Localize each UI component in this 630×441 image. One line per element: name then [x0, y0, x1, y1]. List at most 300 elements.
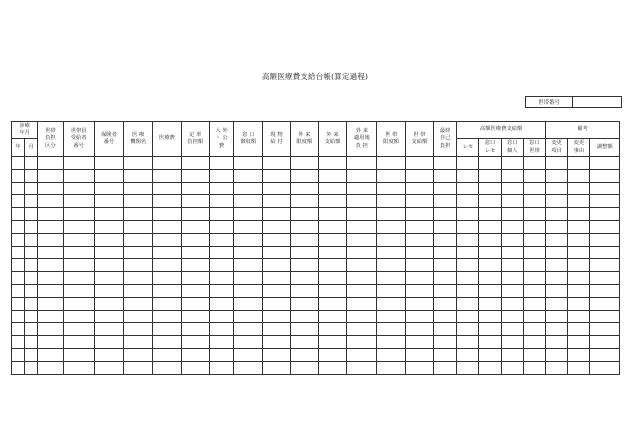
- table-cell[interactable]: [405, 323, 433, 336]
- table-cell[interactable]: [63, 297, 94, 310]
- table-cell[interactable]: [457, 259, 479, 272]
- table-cell[interactable]: [234, 336, 263, 349]
- table-cell[interactable]: [63, 157, 94, 170]
- table-cell[interactable]: [347, 233, 377, 246]
- table-cell[interactable]: [38, 220, 63, 233]
- table-cell[interactable]: [94, 233, 123, 246]
- table-cell[interactable]: [63, 284, 94, 297]
- table-cell[interactable]: [38, 272, 63, 285]
- table-cell[interactable]: [38, 259, 63, 272]
- table-cell[interactable]: [12, 310, 25, 323]
- table-cell[interactable]: [153, 220, 181, 233]
- table-cell[interactable]: [434, 208, 457, 221]
- table-cell[interactable]: [479, 259, 501, 272]
- table-cell[interactable]: [181, 220, 209, 233]
- table-cell[interactable]: [234, 310, 263, 323]
- table-cell[interactable]: [25, 233, 38, 246]
- table-cell[interactable]: [405, 310, 433, 323]
- table-cell[interactable]: [234, 284, 263, 297]
- table-cell[interactable]: [405, 284, 433, 297]
- table-cell[interactable]: [501, 310, 523, 323]
- table-cell[interactable]: [263, 246, 290, 259]
- table-cell[interactable]: [94, 157, 123, 170]
- table-cell[interactable]: [209, 259, 233, 272]
- table-cell[interactable]: [63, 182, 94, 195]
- table-cell[interactable]: [25, 195, 38, 208]
- table-cell[interactable]: [457, 361, 479, 374]
- table-cell[interactable]: [12, 297, 25, 310]
- table-cell[interactable]: [12, 272, 25, 285]
- table-cell[interactable]: [347, 272, 377, 285]
- table-cell[interactable]: [290, 233, 318, 246]
- table-cell[interactable]: [63, 310, 94, 323]
- table-cell[interactable]: [568, 348, 590, 361]
- table-cell[interactable]: [290, 220, 318, 233]
- table-cell[interactable]: [124, 348, 153, 361]
- table-cell[interactable]: [501, 182, 523, 195]
- table-cell[interactable]: [405, 169, 433, 182]
- table-cell[interactable]: [209, 272, 233, 285]
- table-cell[interactable]: [347, 336, 377, 349]
- table-cell[interactable]: [181, 284, 209, 297]
- table-cell[interactable]: [523, 272, 545, 285]
- table-cell[interactable]: [94, 220, 123, 233]
- table-cell[interactable]: [479, 310, 501, 323]
- table-cell[interactable]: [405, 220, 433, 233]
- table-cell[interactable]: [38, 195, 63, 208]
- table-cell[interactable]: [434, 259, 457, 272]
- table-cell[interactable]: [457, 297, 479, 310]
- table-cell[interactable]: [318, 336, 346, 349]
- table-cell[interactable]: [181, 246, 209, 259]
- table-cell[interactable]: [501, 157, 523, 170]
- table-cell[interactable]: [38, 208, 63, 221]
- table-cell[interactable]: [318, 348, 346, 361]
- table-cell[interactable]: [25, 157, 38, 170]
- table-cell[interactable]: [153, 310, 181, 323]
- table-cell[interactable]: [124, 195, 153, 208]
- table-cell[interactable]: [181, 348, 209, 361]
- table-cell[interactable]: [546, 157, 568, 170]
- table-cell[interactable]: [405, 157, 433, 170]
- table-cell[interactable]: [181, 233, 209, 246]
- table-cell[interactable]: [94, 272, 123, 285]
- table-cell[interactable]: [347, 259, 377, 272]
- table-cell[interactable]: [153, 157, 181, 170]
- table-cell[interactable]: [209, 208, 233, 221]
- table-cell[interactable]: [457, 169, 479, 182]
- table-cell[interactable]: [234, 297, 263, 310]
- table-cell[interactable]: [590, 182, 620, 195]
- table-cell[interactable]: [94, 310, 123, 323]
- table-cell[interactable]: [568, 284, 590, 297]
- table-cell[interactable]: [457, 157, 479, 170]
- table-cell[interactable]: [405, 361, 433, 374]
- table-cell[interactable]: [501, 284, 523, 297]
- table-cell[interactable]: [590, 169, 620, 182]
- table-cell[interactable]: [546, 336, 568, 349]
- table-cell[interactable]: [124, 361, 153, 374]
- table-cell[interactable]: [546, 284, 568, 297]
- table-cell[interactable]: [377, 284, 405, 297]
- table-cell[interactable]: [405, 233, 433, 246]
- table-cell[interactable]: [523, 297, 545, 310]
- table-cell[interactable]: [290, 272, 318, 285]
- table-cell[interactable]: [234, 157, 263, 170]
- table-cell[interactable]: [181, 195, 209, 208]
- table-cell[interactable]: [318, 323, 346, 336]
- table-cell[interactable]: [318, 233, 346, 246]
- table-cell[interactable]: [263, 195, 290, 208]
- table-cell[interactable]: [153, 233, 181, 246]
- table-cell[interactable]: [546, 208, 568, 221]
- table-cell[interactable]: [153, 195, 181, 208]
- table-cell[interactable]: [181, 182, 209, 195]
- table-cell[interactable]: [523, 336, 545, 349]
- table-cell[interactable]: [377, 157, 405, 170]
- table-cell[interactable]: [25, 182, 38, 195]
- table-cell[interactable]: [457, 284, 479, 297]
- table-cell[interactable]: [209, 169, 233, 182]
- table-cell[interactable]: [405, 297, 433, 310]
- table-cell[interactable]: [63, 246, 94, 259]
- table-cell[interactable]: [153, 297, 181, 310]
- table-cell[interactable]: [347, 297, 377, 310]
- table-cell[interactable]: [153, 246, 181, 259]
- table-cell[interactable]: [209, 182, 233, 195]
- table-cell[interactable]: [209, 361, 233, 374]
- table-cell[interactable]: [590, 284, 620, 297]
- table-cell[interactable]: [523, 169, 545, 182]
- table-cell[interactable]: [12, 259, 25, 272]
- table-cell[interactable]: [434, 297, 457, 310]
- table-cell[interactable]: [290, 246, 318, 259]
- table-cell[interactable]: [63, 233, 94, 246]
- table-cell[interactable]: [405, 208, 433, 221]
- table-cell[interactable]: [347, 182, 377, 195]
- table-cell[interactable]: [434, 246, 457, 259]
- table-cell[interactable]: [568, 323, 590, 336]
- table-cell[interactable]: [377, 182, 405, 195]
- table-cell[interactable]: [234, 208, 263, 221]
- table-cell[interactable]: [501, 297, 523, 310]
- table-cell[interactable]: [523, 195, 545, 208]
- table-cell[interactable]: [290, 208, 318, 221]
- table-cell[interactable]: [290, 259, 318, 272]
- table-cell[interactable]: [457, 208, 479, 221]
- table-cell[interactable]: [523, 233, 545, 246]
- table-cell[interactable]: [25, 361, 38, 374]
- table-cell[interactable]: [234, 259, 263, 272]
- table-cell[interactable]: [94, 323, 123, 336]
- table-cell[interactable]: [377, 195, 405, 208]
- table-cell[interactable]: [25, 310, 38, 323]
- table-cell[interactable]: [124, 233, 153, 246]
- table-cell[interactable]: [94, 336, 123, 349]
- table-cell[interactable]: [25, 323, 38, 336]
- table-cell[interactable]: [12, 348, 25, 361]
- table-cell[interactable]: [38, 336, 63, 349]
- table-cell[interactable]: [377, 323, 405, 336]
- table-cell[interactable]: [25, 208, 38, 221]
- table-cell[interactable]: [590, 297, 620, 310]
- table-cell[interactable]: [568, 272, 590, 285]
- table-cell[interactable]: [63, 323, 94, 336]
- table-cell[interactable]: [124, 272, 153, 285]
- table-cell[interactable]: [12, 323, 25, 336]
- table-cell[interactable]: [290, 182, 318, 195]
- table-cell[interactable]: [124, 323, 153, 336]
- table-cell[interactable]: [38, 310, 63, 323]
- table-cell[interactable]: [318, 361, 346, 374]
- table-cell[interactable]: [290, 361, 318, 374]
- table-cell[interactable]: [479, 169, 501, 182]
- table-cell[interactable]: [124, 220, 153, 233]
- table-cell[interactable]: [501, 195, 523, 208]
- table-cell[interactable]: [546, 195, 568, 208]
- table-cell[interactable]: [568, 233, 590, 246]
- table-cell[interactable]: [479, 208, 501, 221]
- table-cell[interactable]: [94, 348, 123, 361]
- table-cell[interactable]: [434, 157, 457, 170]
- table-cell[interactable]: [546, 272, 568, 285]
- table-cell[interactable]: [153, 336, 181, 349]
- table-cell[interactable]: [434, 182, 457, 195]
- table-cell[interactable]: [501, 220, 523, 233]
- table-cell[interactable]: [290, 323, 318, 336]
- table-cell[interactable]: [209, 310, 233, 323]
- table-cell[interactable]: [546, 259, 568, 272]
- table-cell[interactable]: [523, 348, 545, 361]
- table-cell[interactable]: [12, 336, 25, 349]
- table-cell[interactable]: [457, 310, 479, 323]
- table-cell[interactable]: [25, 246, 38, 259]
- table-cell[interactable]: [523, 220, 545, 233]
- table-cell[interactable]: [63, 220, 94, 233]
- table-cell[interactable]: [38, 297, 63, 310]
- table-cell[interactable]: [501, 323, 523, 336]
- table-cell[interactable]: [479, 233, 501, 246]
- table-cell[interactable]: [181, 272, 209, 285]
- table-cell[interactable]: [181, 310, 209, 323]
- table-cell[interactable]: [209, 246, 233, 259]
- table-cell[interactable]: [63, 336, 94, 349]
- table-cell[interactable]: [479, 220, 501, 233]
- table-cell[interactable]: [181, 336, 209, 349]
- table-cell[interactable]: [234, 246, 263, 259]
- table-cell[interactable]: [63, 272, 94, 285]
- table-cell[interactable]: [153, 259, 181, 272]
- table-cell[interactable]: [290, 169, 318, 182]
- table-cell[interactable]: [546, 182, 568, 195]
- table-cell[interactable]: [124, 182, 153, 195]
- table-cell[interactable]: [124, 297, 153, 310]
- household-number-field[interactable]: [573, 97, 622, 108]
- table-cell[interactable]: [124, 284, 153, 297]
- table-cell[interactable]: [94, 195, 123, 208]
- table-cell[interactable]: [377, 348, 405, 361]
- table-cell[interactable]: [25, 348, 38, 361]
- table-cell[interactable]: [234, 361, 263, 374]
- table-cell[interactable]: [290, 310, 318, 323]
- table-cell[interactable]: [181, 297, 209, 310]
- table-cell[interactable]: [263, 182, 290, 195]
- table-cell[interactable]: [12, 157, 25, 170]
- table-cell[interactable]: [590, 220, 620, 233]
- table-cell[interactable]: [153, 284, 181, 297]
- table-cell[interactable]: [63, 259, 94, 272]
- table-cell[interactable]: [38, 284, 63, 297]
- table-cell[interactable]: [12, 182, 25, 195]
- table-cell[interactable]: [434, 272, 457, 285]
- table-cell[interactable]: [234, 195, 263, 208]
- table-cell[interactable]: [405, 246, 433, 259]
- table-cell[interactable]: [479, 157, 501, 170]
- table-cell[interactable]: [234, 233, 263, 246]
- table-cell[interactable]: [38, 323, 63, 336]
- table-cell[interactable]: [290, 284, 318, 297]
- table-cell[interactable]: [124, 157, 153, 170]
- table-cell[interactable]: [501, 361, 523, 374]
- table-cell[interactable]: [479, 323, 501, 336]
- table-cell[interactable]: [209, 220, 233, 233]
- table-cell[interactable]: [568, 297, 590, 310]
- table-cell[interactable]: [153, 182, 181, 195]
- table-cell[interactable]: [479, 297, 501, 310]
- table-cell[interactable]: [94, 361, 123, 374]
- table-cell[interactable]: [546, 348, 568, 361]
- table-cell[interactable]: [234, 323, 263, 336]
- table-cell[interactable]: [523, 208, 545, 221]
- table-cell[interactable]: [405, 182, 433, 195]
- table-cell[interactable]: [153, 272, 181, 285]
- table-cell[interactable]: [124, 310, 153, 323]
- table-cell[interactable]: [457, 348, 479, 361]
- table-cell[interactable]: [590, 233, 620, 246]
- table-cell[interactable]: [479, 284, 501, 297]
- table-cell[interactable]: [479, 195, 501, 208]
- table-cell[interactable]: [124, 259, 153, 272]
- table-cell[interactable]: [479, 361, 501, 374]
- table-cell[interactable]: [12, 195, 25, 208]
- table-cell[interactable]: [12, 233, 25, 246]
- table-cell[interactable]: [546, 323, 568, 336]
- table-cell[interactable]: [263, 310, 290, 323]
- table-cell[interactable]: [347, 195, 377, 208]
- table-cell[interactable]: [153, 323, 181, 336]
- table-cell[interactable]: [12, 361, 25, 374]
- table-cell[interactable]: [479, 348, 501, 361]
- table-cell[interactable]: [38, 157, 63, 170]
- table-cell[interactable]: [377, 208, 405, 221]
- table-cell[interactable]: [153, 361, 181, 374]
- table-cell[interactable]: [347, 157, 377, 170]
- table-cell[interactable]: [434, 348, 457, 361]
- table-cell[interactable]: [457, 182, 479, 195]
- table-cell[interactable]: [568, 169, 590, 182]
- table-cell[interactable]: [318, 208, 346, 221]
- table-cell[interactable]: [457, 323, 479, 336]
- table-cell[interactable]: [434, 195, 457, 208]
- table-cell[interactable]: [318, 195, 346, 208]
- table-cell[interactable]: [63, 361, 94, 374]
- table-cell[interactable]: [94, 297, 123, 310]
- table-cell[interactable]: [546, 246, 568, 259]
- table-cell[interactable]: [63, 208, 94, 221]
- table-cell[interactable]: [25, 284, 38, 297]
- table-cell[interactable]: [590, 195, 620, 208]
- table-cell[interactable]: [263, 336, 290, 349]
- table-cell[interactable]: [263, 208, 290, 221]
- table-cell[interactable]: [234, 272, 263, 285]
- table-cell[interactable]: [568, 310, 590, 323]
- table-cell[interactable]: [434, 310, 457, 323]
- table-cell[interactable]: [94, 169, 123, 182]
- table-cell[interactable]: [434, 361, 457, 374]
- table-cell[interactable]: [434, 233, 457, 246]
- table-cell[interactable]: [12, 284, 25, 297]
- table-cell[interactable]: [209, 233, 233, 246]
- table-cell[interactable]: [263, 157, 290, 170]
- table-cell[interactable]: [590, 361, 620, 374]
- table-cell[interactable]: [209, 157, 233, 170]
- table-cell[interactable]: [25, 272, 38, 285]
- table-cell[interactable]: [347, 361, 377, 374]
- table-cell[interactable]: [590, 208, 620, 221]
- table-cell[interactable]: [38, 246, 63, 259]
- table-cell[interactable]: [290, 157, 318, 170]
- table-cell[interactable]: [523, 157, 545, 170]
- table-cell[interactable]: [546, 220, 568, 233]
- table-cell[interactable]: [479, 182, 501, 195]
- table-cell[interactable]: [377, 361, 405, 374]
- table-cell[interactable]: [94, 182, 123, 195]
- table-cell[interactable]: [318, 157, 346, 170]
- table-cell[interactable]: [568, 208, 590, 221]
- table-cell[interactable]: [523, 246, 545, 259]
- table-cell[interactable]: [347, 208, 377, 221]
- table-cell[interactable]: [38, 361, 63, 374]
- table-cell[interactable]: [124, 169, 153, 182]
- table-cell[interactable]: [263, 361, 290, 374]
- table-cell[interactable]: [568, 195, 590, 208]
- table-cell[interactable]: [38, 169, 63, 182]
- table-cell[interactable]: [590, 348, 620, 361]
- table-cell[interactable]: [501, 246, 523, 259]
- table-cell[interactable]: [523, 361, 545, 374]
- table-cell[interactable]: [25, 259, 38, 272]
- table-cell[interactable]: [124, 208, 153, 221]
- table-cell[interactable]: [590, 323, 620, 336]
- table-cell[interactable]: [405, 195, 433, 208]
- table-cell[interactable]: [124, 336, 153, 349]
- table-cell[interactable]: [546, 310, 568, 323]
- table-cell[interactable]: [63, 169, 94, 182]
- table-cell[interactable]: [501, 272, 523, 285]
- table-cell[interactable]: [94, 208, 123, 221]
- table-cell[interactable]: [377, 272, 405, 285]
- table-cell[interactable]: [568, 246, 590, 259]
- table-cell[interactable]: [234, 169, 263, 182]
- table-cell[interactable]: [590, 246, 620, 259]
- table-cell[interactable]: [434, 323, 457, 336]
- table-cell[interactable]: [546, 361, 568, 374]
- table-cell[interactable]: [568, 157, 590, 170]
- table-cell[interactable]: [405, 259, 433, 272]
- table-cell[interactable]: [209, 284, 233, 297]
- table-cell[interactable]: [405, 336, 433, 349]
- table-cell[interactable]: [181, 361, 209, 374]
